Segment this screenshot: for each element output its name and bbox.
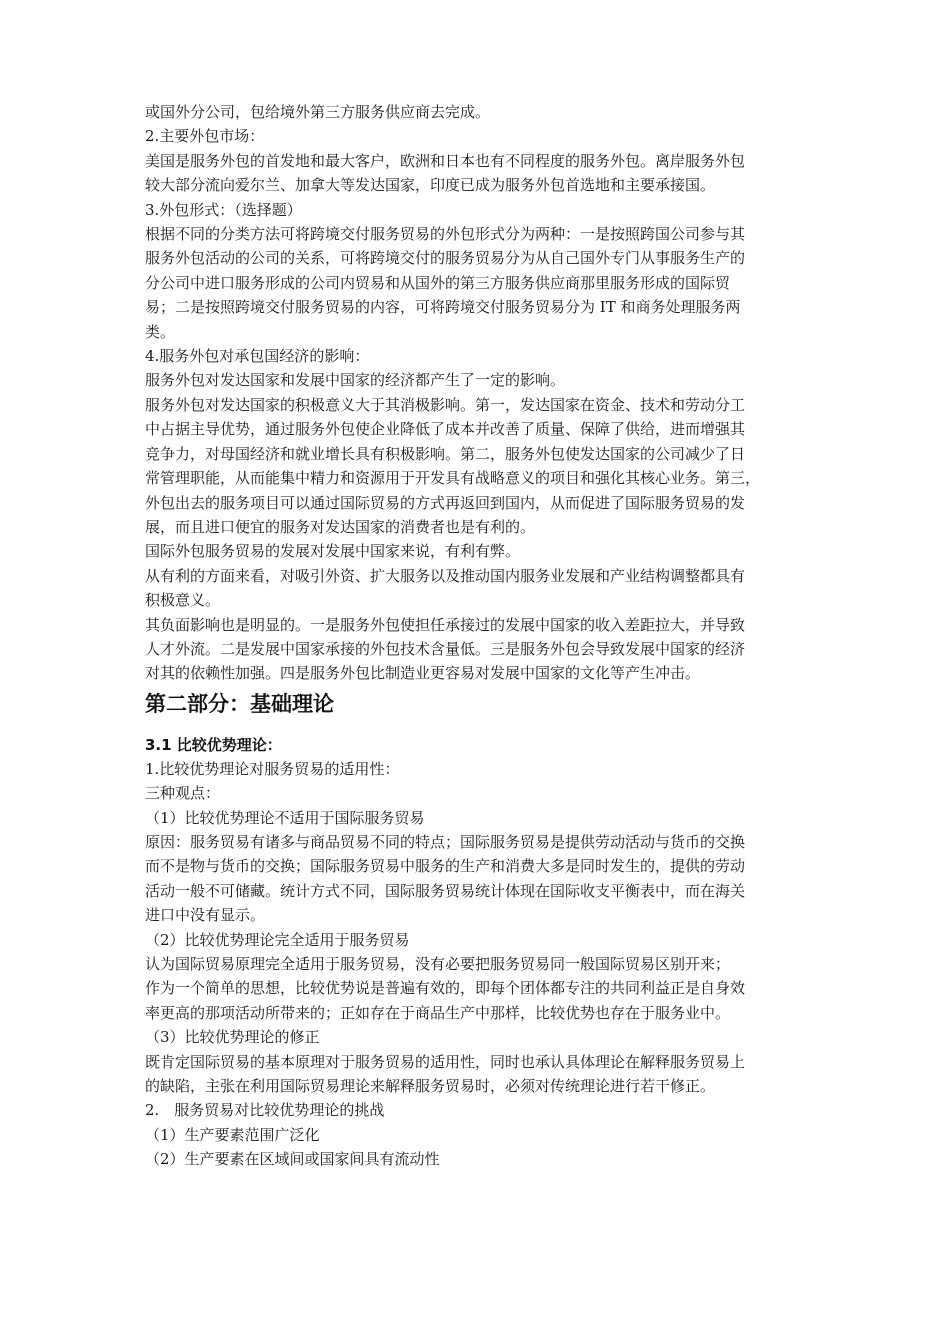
section-heading: 3.1 比较优势理论： <box>145 735 282 754</box>
paragraph-line: 率更高的那项活动所带来的；正如存在于商品生产中那样，比较优势也存在于服务业中。 <box>145 1003 731 1022</box>
section-comparative-advantage <box>145 733 817 1172</box>
paragraph-line: 认为国际贸易原理完全适用于服务贸易，没有必要把服务贸易同一般国际贸易区别开来； <box>145 955 731 973</box>
paragraph-line: 美国是服务外包的首发地和最大客户，欧洲和日本也有不同程度的服务外包。离岸服务外包 <box>145 151 746 170</box>
paragraph-line: 竞争力，对母国经济和就业增长具有积极影响。第二，服务外包使发达国家的公司减少了日 <box>145 444 746 463</box>
paragraph-line: 服务外包对发达国家的积极意义大于其消极影响。第一，发达国家在资金、技术和劳动分工 <box>145 395 746 414</box>
paragraph-line: 人才外流。二是发展中国家承接的外包技术含量低。三是服务外包会导致发展中国家的经济 <box>145 639 746 658</box>
paragraph-line: （2）比较优势理论完全适用于服务贸易 <box>145 930 410 949</box>
paragraph-line: 展，而且进口便宜的服务对发达国家的消费者也是有利的。 <box>145 517 536 536</box>
paragraph-line: 积极意义。 <box>145 591 221 610</box>
section-outsourcing <box>145 100 817 686</box>
paragraph-line: （2）生产要素在区域间或国家间具有流动性 <box>145 1150 440 1169</box>
paragraph-line: （3）比较优势理论的修正 <box>145 1028 320 1047</box>
part-heading: 第二部分：基础理论 <box>145 691 334 716</box>
paragraph-line: 常管理职能，从而能集中精力和资源用于开发具有战略意义的项目和强化其核心业务。第三， <box>145 469 761 488</box>
paragraph-line: 服务外包活动的公司的关系，可将跨境交付的服务贸易分为从自己国外专门从事服务生产的 <box>145 249 746 268</box>
paragraph-line: 较大部分流向爱尔兰、加拿大等发达国家，印度已成为服务外包首选地和主要承接国。 <box>145 176 716 195</box>
paragraph-line: 进口中没有显示。 <box>145 906 266 925</box>
paragraph-line: 易；二是按照跨境交付服务贸易的内容，可将跨境交付服务贸易分为 IT 和商务处理服务两 <box>145 298 741 317</box>
paragraph-line: 2. 服务贸易对比较优势理论的挑战 <box>145 1101 385 1120</box>
paragraph-line: 活动一般不可储藏。统计方式不同，国际服务贸易统计体现在国际收支平衡表中，而在海关 <box>145 881 746 900</box>
paragraph-line: 根据不同的分类方法可将跨境交付服务贸易的外包形式分为两种：一是按照跨国公司参与其 <box>145 225 746 244</box>
paragraph-line: （1）比较优势理论不适用于国际服务贸易 <box>145 808 425 827</box>
paragraph-line: 而不是物与货币的交换；国际服务贸易中服务的生产和消费大多是同时发生的，提供的劳动 <box>145 857 746 876</box>
paragraph-line: 作为一个简单的思想，比较优势说是普遍有效的，即每个团体都专注的共同利益正是自身效 <box>145 979 746 998</box>
paragraph-line: 中占据主导优势，通过服务外包使企业降低了成本并改善了质量、保障了供给，进而增强其 <box>145 420 746 439</box>
paragraph-line: 从有利的方面来看，对吸引外资、扩大服务以及推动国内服务业发展和产业结构调整都具有 <box>145 566 746 585</box>
paragraph-line: 外包出去的服务项目可以通过国际贸易的方式再返回到国内，从而促进了国际服务贸易的发 <box>145 493 746 512</box>
paragraph-line: 或国外分公司，包给境外第三方服务供应商去完成。 <box>145 103 491 121</box>
paragraph-line: 对其的依赖性加强。四是服务外包比制造业更容易对发展中国家的文化等产生冲击。 <box>145 664 701 683</box>
paragraph-line: 的缺陷，主张在利用国际贸易理论来解释服务贸易时，必须对传统理论进行若干修正。 <box>145 1077 716 1096</box>
paragraph-line: 3.外包形式：（选择题） <box>145 200 302 219</box>
paragraph-line: 分公司中进口服务形成的公司内贸易和从国外的第三方服务供应商那里服务形成的国际贸 <box>145 273 731 292</box>
paragraph-line: 2.主要外包市场： <box>145 127 265 146</box>
paragraph-line: 原因：服务贸易有诸多与商品贸易不同的特点；国际服务贸易是提供劳动活动与货币的交换 <box>145 832 746 851</box>
document-page <box>145 100 817 1172</box>
paragraph-line: 服务外包对发达国家和发展中国家的经济都产生了一定的影响。 <box>145 371 566 390</box>
paragraph-line: 1.比较优势理论对服务贸易的适用性： <box>145 759 400 778</box>
paragraph-line: 4.服务外包对承包国经济的影响： <box>145 347 370 366</box>
paragraph-line: 类。 <box>145 322 176 341</box>
paragraph-line: 既肯定国际贸易的基本原理对于服务贸易的适用性，同时也承认具体理论在解释服务贸易上 <box>145 1052 746 1071</box>
paragraph-line: 国际外包服务贸易的发展对发展中国家来说，有利有弊。 <box>145 542 521 561</box>
paragraph-line: 三种观点： <box>145 784 221 803</box>
paragraph-line: （1）生产要素范围广泛化 <box>145 1125 320 1144</box>
paragraph-line: 其负面影响也是明显的。一是服务外包使担任承接过的发展中国家的收入差距拉大，并导致 <box>145 615 746 634</box>
